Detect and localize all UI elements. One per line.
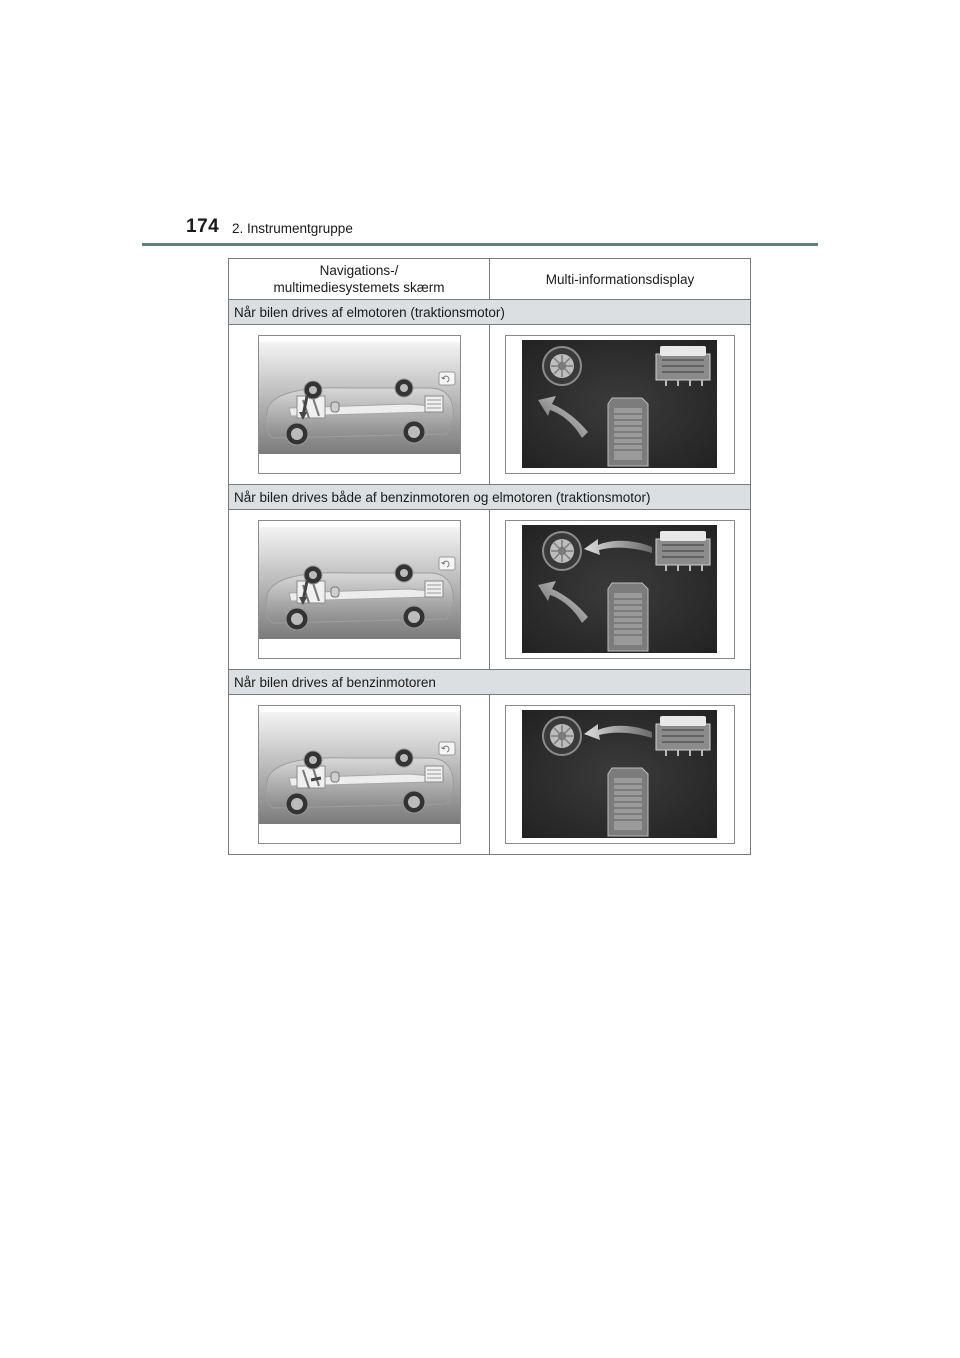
wheel-icon [543,347,581,385]
section-row [229,300,751,325]
navigation-screen-cell [229,325,490,485]
image-row [229,325,751,485]
car-energy-flow-illustration [258,520,461,659]
navigation-screen-cell [229,695,490,855]
energy-flow-engine-to-wheel-illustration [505,705,735,844]
energy-flow-battery-to-wheel-illustration [505,335,735,474]
page-number: 174 [186,216,220,237]
image-row [229,695,751,855]
section-label-gasoline: Når bilen drives af benzinmotoren [229,670,751,695]
section-label-electric: Når bilen drives af elmotoren (traktionsmotor) [229,300,751,325]
energy-flow-engine-and-battery-to-wheel-illustration [505,520,735,659]
battery-icon [608,768,648,836]
wheel-icon [543,532,581,570]
section-row [229,670,751,695]
header-multi-information-display: Multi-informationsdisplay [490,259,751,300]
engine-icon [656,346,710,386]
section-label-hybrid: Når bilen drives både af benzinmotoren og elmotoren (traktionsmotor) [229,485,751,510]
header-rule [142,243,818,246]
chapter-title: 2. Instrumentgruppe [232,221,353,236]
car-energy-flow-illustration [258,705,461,844]
image-row [229,510,751,670]
engine-icon [656,716,710,756]
battery-icon [608,398,648,466]
multi-information-display-cell [490,510,751,670]
car-energy-flow-illustration [258,335,461,474]
battery-icon [608,583,648,651]
header-navigation-screen [229,259,490,300]
header-navigation-line2: multimediesystemets skærm [273,280,445,295]
section-row [229,485,751,510]
multi-information-display-cell [490,695,751,855]
header-navigation-line1: Navigations-/ [319,263,399,278]
table-header-row [229,259,751,300]
wheel-icon [543,717,581,755]
navigation-screen-cell [229,510,490,670]
drive-mode-table [228,258,751,855]
engine-icon [656,531,710,571]
multi-information-display-cell [490,325,751,485]
